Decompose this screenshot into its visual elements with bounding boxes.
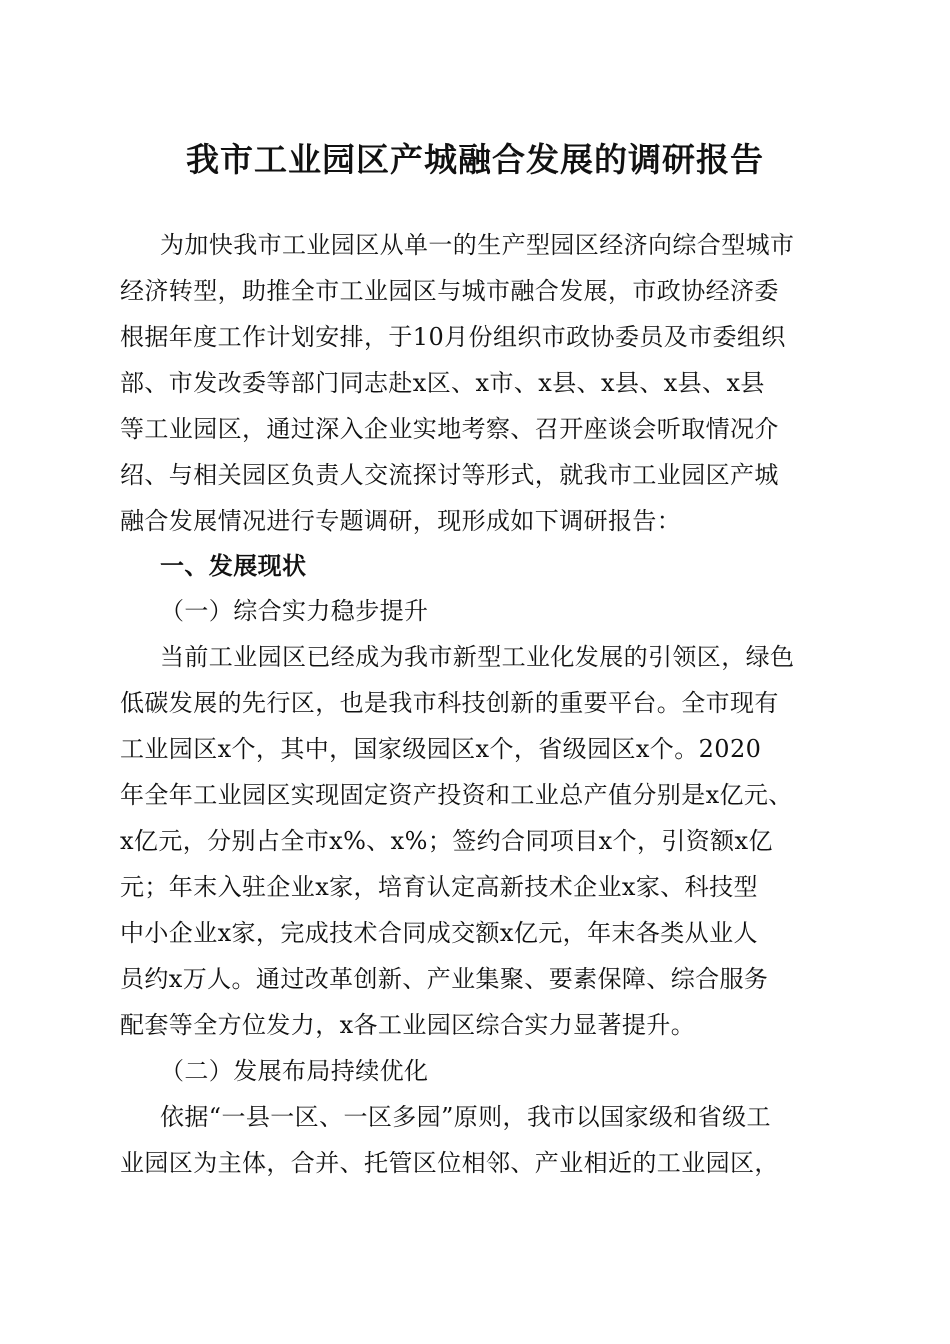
section-heading: 一、发展现状 bbox=[160, 551, 307, 580]
paragraph-line: 绍、与相关园区负责人交流探讨等形式，就我市工业园区产城 bbox=[120, 461, 779, 489]
paragraph-line: 融合发展情况进行专题调研，现形成如下调研报告： bbox=[120, 507, 682, 535]
paragraph-line: 等工业园区，通过深入企业实地考察、召开座谈会听取情况介 bbox=[120, 415, 779, 443]
paragraph-line: 配套等全方位发力，x各工业园区综合实力显著提升。 bbox=[120, 1011, 696, 1039]
paragraph-line: 依据“一县一区、一区多园”原则，我市以国家级和省级工 bbox=[160, 1103, 771, 1131]
paragraph-line: 中小企业x家，完成技术合同成交额x亿元，年末各类从业人 bbox=[120, 919, 758, 947]
subsection-heading: （二）发展布局持续优化 bbox=[160, 1057, 429, 1085]
document-title: 我市工业园区产城融合发展的调研报告 bbox=[186, 140, 764, 179]
paragraph-line: 根据年度工作计划安排，于10月份组织市政协委员及市委组织 bbox=[120, 323, 786, 351]
paragraph-line: 低碳发展的先行区，也是我市科技创新的重要平台。全市现有 bbox=[120, 689, 779, 717]
paragraph-line: 当前工业园区已经成为我市新型工业化发展的引领区，绿色 bbox=[160, 643, 795, 671]
paragraph-line: 年全年工业园区实现固定资产投资和工业总产值分别是x亿元、 bbox=[120, 781, 793, 809]
paragraph-line: 为加快我市工业园区从单一的生产型园区经济向综合型城市 bbox=[160, 231, 795, 259]
paragraph-line: 业园区为主体，合并、托管区位相邻、产业相近的工业园区， bbox=[120, 1149, 779, 1177]
paragraph-line: 经济转型，助推全市工业园区与城市融合发展，市政协经济委 bbox=[120, 277, 779, 305]
paragraph-line: 员约x万人。通过改革创新、产业集聚、要素保障、综合服务 bbox=[120, 965, 769, 993]
paragraph-line: x亿元，分别占全市x%、x%；签约合同项目x个，引资额x亿 bbox=[120, 827, 773, 855]
subsection-heading: （一）综合实力稳步提升 bbox=[160, 597, 429, 625]
paragraph-line: 部、市发改委等部门同志赴x区、x市、x县、x县、x县、x县 bbox=[120, 369, 765, 397]
paragraph-line: 工业园区x个，其中，国家级园区x个，省级园区x个。2020 bbox=[120, 735, 762, 763]
paragraph-line: 元；年末入驻企业x家，培育认定高新技术企业x家、科技型 bbox=[120, 873, 758, 901]
